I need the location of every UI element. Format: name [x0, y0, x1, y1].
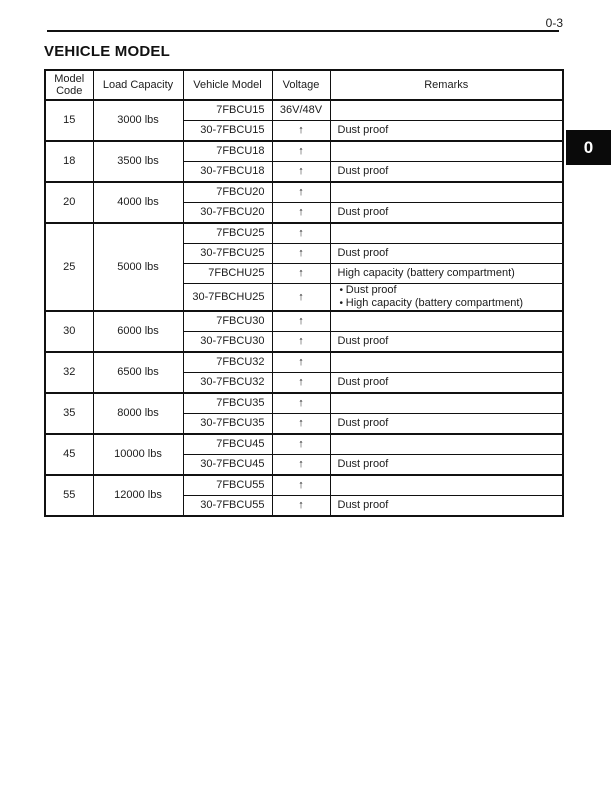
table-row [45, 141, 563, 162]
load-capacity-cell: 6500 lbs [93, 352, 183, 393]
voltage-cell: ↑ [272, 373, 330, 394]
vehicle-model-cell: 7FBCU55 [183, 475, 272, 496]
remarks-cell [330, 141, 563, 162]
vehicle-model-cell: 30-7FBCU35 [183, 414, 272, 435]
load-capacity-cell: 3000 lbs [93, 100, 183, 141]
remarks-cell [330, 434, 563, 455]
load-capacity-cell: 10000 lbs [93, 434, 183, 475]
voltage-cell: ↑ [272, 393, 330, 414]
table-row [45, 352, 563, 373]
remarks-cell: Dust proof [330, 162, 563, 183]
vehicle-model-cell: 7FBCU15 [183, 100, 272, 121]
voltage-cell: ↑ [272, 455, 330, 476]
voltage-cell: ↑ [272, 162, 330, 183]
load-capacity-cell: 12000 lbs [93, 475, 183, 516]
model-code-cell: 25 [45, 223, 93, 311]
header-rule [47, 30, 559, 32]
table-header-row [45, 70, 563, 100]
vehicle-model-cell: 30-7FBCU20 [183, 203, 272, 224]
remarks-cell: Dust proof [330, 121, 563, 142]
vehicle-model-cell: 30-7FBCU30 [183, 332, 272, 353]
voltage-cell: ↑ [272, 475, 330, 496]
table-row [45, 311, 563, 332]
vehicle-model-cell: 7FBCU25 [183, 223, 272, 244]
voltage-cell: 36V/48V [272, 100, 330, 121]
remarks-cell [330, 223, 563, 244]
remarks-cell: Dust proof [330, 414, 563, 435]
table-body [45, 100, 563, 516]
load-capacity-cell: 8000 lbs [93, 393, 183, 434]
voltage-cell: ↑ [272, 352, 330, 373]
remarks-cell: Dust proof [330, 455, 563, 476]
remarks-cell: Dust proof [330, 244, 563, 264]
voltage-cell: ↑ [272, 223, 330, 244]
section-tab [566, 130, 611, 165]
vehicle-model-cell: 7FBCU20 [183, 182, 272, 203]
table-row [45, 434, 563, 455]
vehicle-model-cell: 7FBCU30 [183, 311, 272, 332]
remarks-cell: High capacity (battery compartment) [330, 264, 563, 284]
model-code-cell: 18 [45, 141, 93, 182]
column-header-load-capacity: Load Capacity [93, 70, 183, 100]
table-row [45, 182, 563, 203]
model-code-cell: 30 [45, 311, 93, 352]
model-code-cell: 20 [45, 182, 93, 223]
model-code-cell: 55 [45, 475, 93, 516]
vehicle-model-cell: 30-7FBCU45 [183, 455, 272, 476]
voltage-cell: ↑ [272, 203, 330, 224]
page-number: 0-3 [545, 16, 563, 30]
remarks-cell [330, 182, 563, 203]
remarks-cell: Dust proof [330, 332, 563, 353]
table-row [45, 223, 563, 244]
remarks-cell: Dust proof [330, 203, 563, 224]
remark-bullet-item: • Dust proof [338, 284, 561, 297]
column-header-voltage: Voltage [272, 70, 330, 100]
load-capacity-cell: 3500 lbs [93, 141, 183, 182]
remarks-cell: Dust proof [330, 373, 563, 394]
vehicle-model-cell: 30-7FBCU25 [183, 244, 272, 264]
voltage-cell: ↑ [272, 332, 330, 353]
voltage-cell: ↑ [272, 311, 330, 332]
load-capacity-cell: 4000 lbs [93, 182, 183, 223]
vehicle-model-cell: 30-7FBCU15 [183, 121, 272, 142]
voltage-cell: ↑ [272, 244, 330, 264]
column-header-vehicle-model: Vehicle Model [183, 70, 272, 100]
voltage-cell: ↑ [272, 141, 330, 162]
vehicle-model-table [44, 69, 564, 517]
remarks-cell [330, 311, 563, 332]
column-header-model-code: Model Code [45, 70, 93, 100]
vehicle-model-cell: 7FBCU32 [183, 352, 272, 373]
vehicle-model-cell: 7FBCHU25 [183, 264, 272, 284]
remarks-cell [330, 393, 563, 414]
vehicle-model-cell: 7FBCU18 [183, 141, 272, 162]
voltage-cell: ↑ [272, 121, 330, 142]
voltage-cell: ↑ [272, 284, 330, 312]
vehicle-model-cell: 30-7FBCHU25 [183, 284, 272, 312]
vehicle-model-cell: 7FBCU35 [183, 393, 272, 414]
section-tab-label: 0 [583, 137, 594, 157]
remarks-cell [330, 475, 563, 496]
remark-bullet-item: • High capacity (battery compartment) [338, 297, 561, 310]
voltage-cell: ↑ [272, 264, 330, 284]
table-row [45, 475, 563, 496]
voltage-cell: ↑ [272, 434, 330, 455]
model-code-cell: 15 [45, 100, 93, 141]
vehicle-model-cell: 30-7FBCU55 [183, 496, 272, 517]
vehicle-model-cell: 7FBCU45 [183, 434, 272, 455]
page-title: VEHICLE MODEL [44, 43, 170, 60]
vehicle-model-cell: 30-7FBCU32 [183, 373, 272, 394]
model-code-cell: 32 [45, 352, 93, 393]
remarks-cell [330, 352, 563, 373]
load-capacity-cell: 6000 lbs [93, 311, 183, 352]
voltage-cell: ↑ [272, 496, 330, 517]
remarks-cell: Dust proof [330, 496, 563, 517]
column-header-remarks: Remarks [330, 70, 563, 100]
voltage-cell: ↑ [272, 182, 330, 203]
remarks-cell [330, 100, 563, 121]
table-row [45, 393, 563, 414]
vehicle-model-cell: 30-7FBCU18 [183, 162, 272, 183]
model-code-cell: 35 [45, 393, 93, 434]
remarks-cell [330, 284, 563, 312]
table-row [45, 100, 563, 121]
model-code-cell: 45 [45, 434, 93, 475]
load-capacity-cell: 5000 lbs [93, 223, 183, 311]
voltage-cell: ↑ [272, 414, 330, 435]
